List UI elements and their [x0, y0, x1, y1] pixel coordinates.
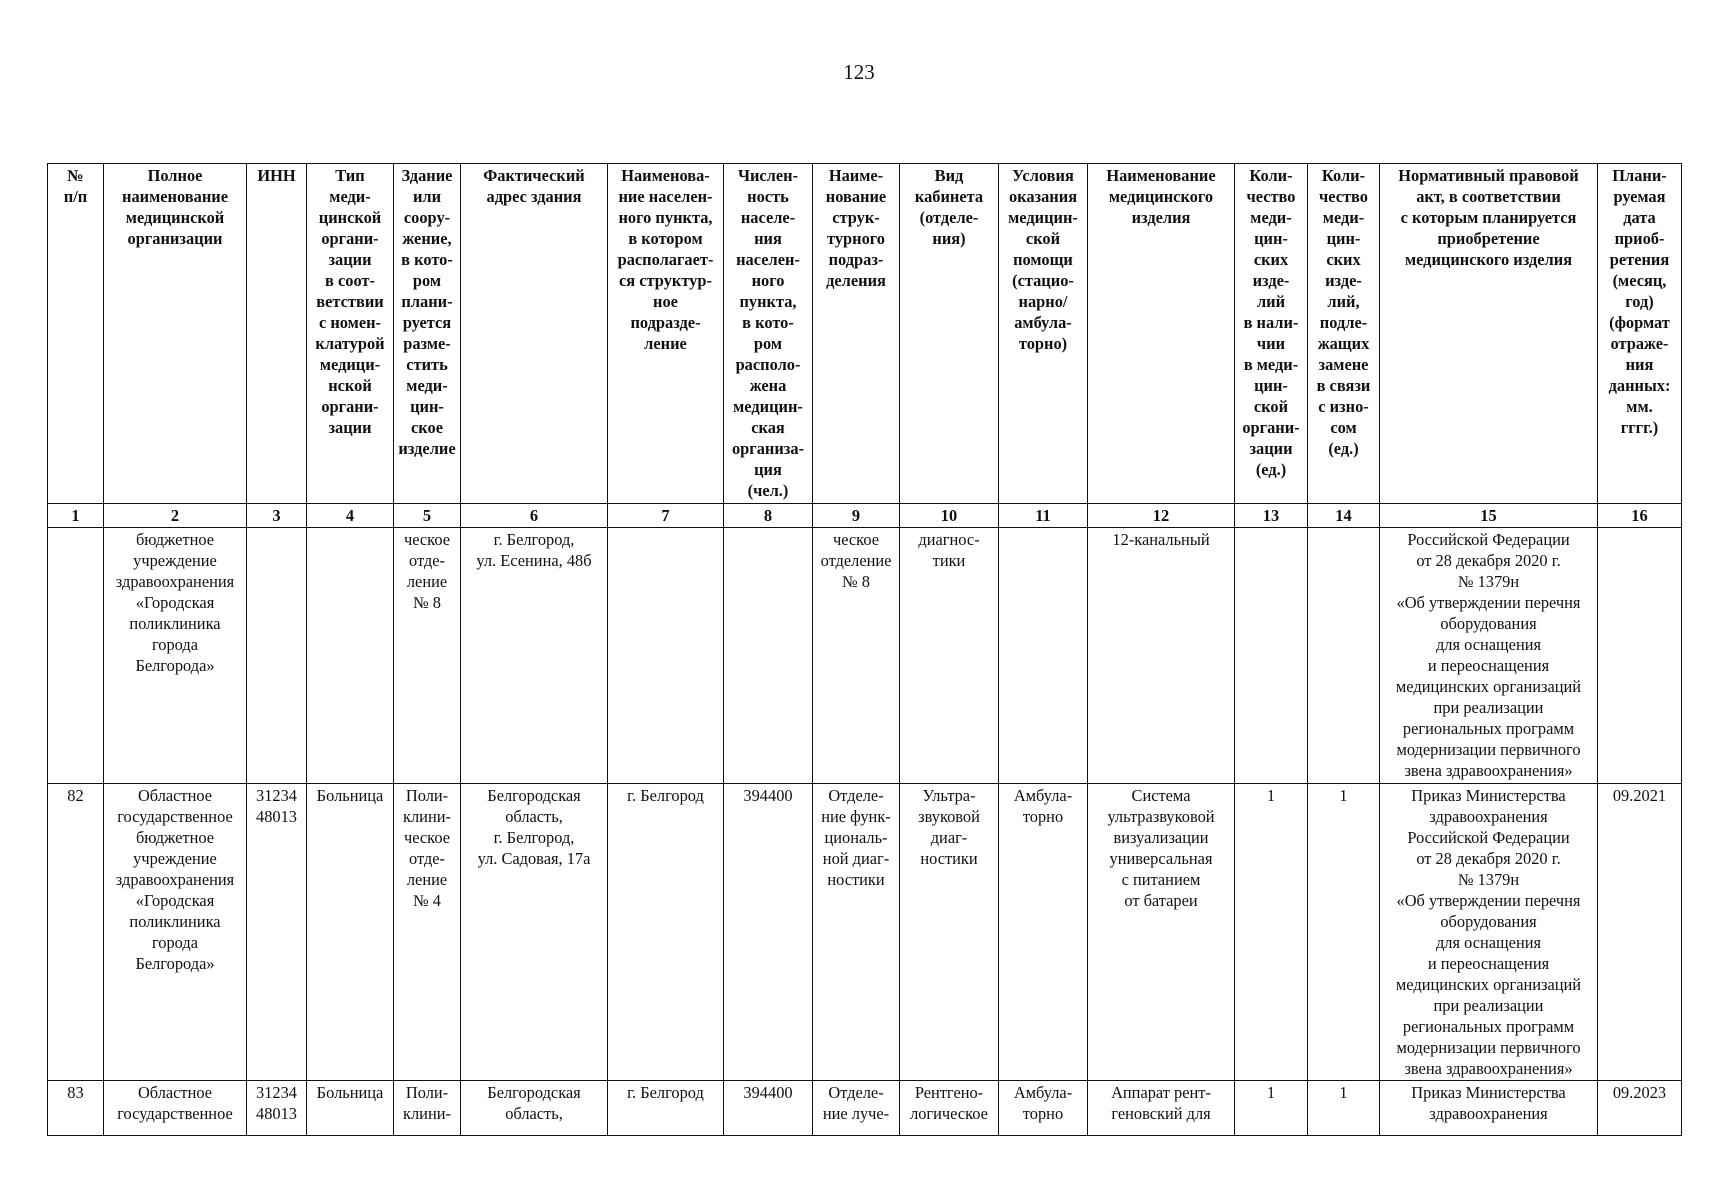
table-cell-col-1: 83 [48, 1081, 104, 1136]
header-row [48, 164, 1682, 504]
table-cell-col-12: Система ультразвуковой визуализации универсальная с питанием от батареи [1088, 784, 1235, 1081]
table-cell-col-1 [48, 528, 104, 784]
table-cell-col-4: Больница [307, 1081, 394, 1136]
column-number-cell: 9 [813, 504, 900, 528]
column-number-cell: 16 [1598, 504, 1682, 528]
header-cell-7: Наименова- ние населен- ного пункта, в котором располагает- ся структур- ное подразде- ление [608, 164, 724, 504]
table-cell-col-13: 1 [1235, 784, 1308, 1081]
column-number-cell: 6 [461, 504, 608, 528]
equipment-register-table [47, 163, 1682, 1136]
table-cell-col-6: Белгородская область, г. Белгород, ул. Садовая, 17а [461, 784, 608, 1081]
table-row [48, 528, 1682, 784]
column-number-cell: 12 [1088, 504, 1235, 528]
table-cell-col-5: Поли- клини- ческое отде- ление № 4 [394, 784, 461, 1081]
table-cell-col-6: г. Белгород, ул. Есенина, 48б [461, 528, 608, 784]
table-cell-col-15: Российской Федерации от 28 декабря 2020 г. № 1379н «Об утверждении перечня оборудования для оснащения и переоснащения медицинских организаций при реализации региональных программ модернизации первичного звена здравоохранения» [1380, 528, 1598, 784]
table-cell-col-7 [608, 528, 724, 784]
table-cell-col-2: Областное государственное [104, 1081, 247, 1136]
table-row [48, 784, 1682, 1081]
table-cell-col-9: Отделе- ние функ- циональ- ной диаг- ностики [813, 784, 900, 1081]
header-cell-4: Тип меди- цинской органи- зации в соот- ветствии с номен- клатурой медици- нской органи- зации [307, 164, 394, 504]
column-number-cell: 11 [999, 504, 1088, 528]
table-cell-col-7: г. Белгород [608, 1081, 724, 1136]
header-cell-14: Коли- чество меди- цин- ских изде- лий, подле- жащих замене в связи с изно- сом (ед.) [1308, 164, 1380, 504]
header-cell-11: Условия оказания медицин- ской помощи (стацио- нарно/ амбула- торно) [999, 164, 1088, 504]
table-cell-col-3: 31234 48013 [247, 784, 307, 1081]
table-cell-col-16: 09.2023 [1598, 1081, 1682, 1136]
column-number-cell: 14 [1308, 504, 1380, 528]
header-cell-13: Коли- чество меди- цин- ских изде- лий в нали- чии в меди- цин- ской органи- зации (ед.) [1235, 164, 1308, 504]
header-cell-5: Здание или соору- жение, в кото- ром плани- руется разме- стить меди- цин- ское изделие [394, 164, 461, 504]
column-number-cell: 2 [104, 504, 247, 528]
table-cell-col-9: Отделе- ние луче- [813, 1081, 900, 1136]
table-cell-col-8: 394400 [724, 1081, 813, 1136]
column-number-row [48, 504, 1682, 528]
table-cell-col-10: Рентгено- логическое [900, 1081, 999, 1136]
table-cell-col-14 [1308, 528, 1380, 784]
table-cell-col-14: 1 [1308, 1081, 1380, 1136]
table-cell-col-10: диагнос- тики [900, 528, 999, 784]
header-cell-9: Наиме- нование струк- турного подраз- деления [813, 164, 900, 504]
table-cell-col-7: г. Белгород [608, 784, 724, 1081]
table-cell-col-8: 394400 [724, 784, 813, 1081]
column-number-cell: 3 [247, 504, 307, 528]
table-cell-col-9: ческое отделение № 8 [813, 528, 900, 784]
table-cell-col-8 [724, 528, 813, 784]
page-number: 123 [843, 60, 875, 84]
table-cell-col-12: 12-канальный [1088, 528, 1235, 784]
table-cell-col-11: Амбула- торно [999, 1081, 1088, 1136]
table-cell-col-4 [307, 528, 394, 784]
table-cell-col-10: Ультра- звуковой диаг- ностики [900, 784, 999, 1081]
table-cell-col-15: Приказ Министерства здравоохранения Российской Федерации от 28 декабря 2020 г. № 1379н «Об утверждении перечня оборудования для оснащения и переоснащения медицинских организаций при реализации региональных программ модернизации первичного звена здравоохранения» [1380, 784, 1598, 1081]
header-cell-16: Плани- руемая дата приоб- ретения (месяц, год) (формат отраже- ния данных: мм. гггг.) [1598, 164, 1682, 504]
column-number-cell: 8 [724, 504, 813, 528]
table-cell-col-13: 1 [1235, 1081, 1308, 1136]
table-cell-col-3: 31234 48013 [247, 1081, 307, 1136]
table-cell-col-4: Больница [307, 784, 394, 1081]
table-cell-col-12: Аппарат рент- геновский для [1088, 1081, 1235, 1136]
header-cell-15: Нормативный правовой акт, в соответствии с которым планируется приобретение медицинского изделия [1380, 164, 1598, 504]
table-cell-col-5: ческое отде- ление № 8 [394, 528, 461, 784]
column-number-cell: 1 [48, 504, 104, 528]
column-number-cell: 13 [1235, 504, 1308, 528]
table-cell-col-11 [999, 528, 1088, 784]
table-cell-col-2: бюджетное учреждение здравоохранения «Городская поликлиника города Белгорода» [104, 528, 247, 784]
header-cell-10: Вид кабинета (отделе- ния) [900, 164, 999, 504]
header-cell-8: Числен- ность населе- ния населен- ного пункта, в кото- ром располо- жена медицин- ская организа- ция (чел.) [724, 164, 813, 504]
table-cell-col-3 [247, 528, 307, 784]
header-cell-1: № п/п [48, 164, 104, 504]
column-number-cell: 4 [307, 504, 394, 528]
table-cell-col-5: Поли- клини- [394, 1081, 461, 1136]
table-cell-col-1: 82 [48, 784, 104, 1081]
header-cell-3: ИНН [247, 164, 307, 504]
column-number-cell: 7 [608, 504, 724, 528]
header-cell-2: Полное наименование медицинской организации [104, 164, 247, 504]
table-cell-col-16: 09.2021 [1598, 784, 1682, 1081]
table-cell-col-2: Областное государственное бюджетное учреждение здравоохранения «Городская поликлиника города Белгорода» [104, 784, 247, 1081]
table-cell-col-15: Приказ Министерства здравоохранения [1380, 1081, 1598, 1136]
table-row [48, 1081, 1682, 1136]
column-number-cell: 10 [900, 504, 999, 528]
table-cell-col-13 [1235, 528, 1308, 784]
header-cell-12: Наименование медицинского изделия [1088, 164, 1235, 504]
table-cell-col-11: Амбула- торно [999, 784, 1088, 1081]
table-cell-col-16 [1598, 528, 1682, 784]
table-cell-col-6: Белгородская область, [461, 1081, 608, 1136]
table-cell-col-14: 1 [1308, 784, 1380, 1081]
column-number-cell: 5 [394, 504, 461, 528]
column-number-cell: 15 [1380, 504, 1598, 528]
header-cell-6: Фактический адрес здания [461, 164, 608, 504]
